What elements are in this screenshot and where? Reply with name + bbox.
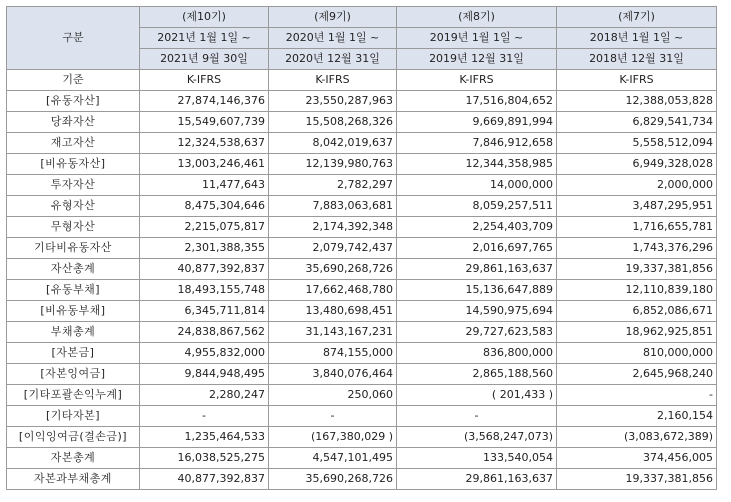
table-row [7, 448, 717, 469]
row-value: 1,743,376,296 [557, 238, 717, 259]
row-value: 6,949,328,028 [557, 154, 717, 175]
table-row [7, 427, 717, 448]
row-value: 15,549,607,739 [140, 112, 269, 133]
row-value: 6,852,086,671 [557, 301, 717, 322]
row-value: 9,669,891,994 [397, 112, 557, 133]
row-label: 투자자산 [7, 175, 140, 196]
row-value: 15,508,268,326 [269, 112, 397, 133]
row-value: 12,110,839,180 [557, 280, 717, 301]
row-value: ( 201,433 ) [397, 385, 557, 406]
basis-value: K-IFRS [397, 70, 557, 91]
row-value: 7,846,912,658 [397, 133, 557, 154]
row-value: 35,690,268,726 [269, 469, 397, 490]
table-row [7, 343, 717, 364]
row-value: 2,254,403,709 [397, 217, 557, 238]
row-value: 6,345,711,814 [140, 301, 269, 322]
row-value: 836,800,000 [397, 343, 557, 364]
row-value: 40,877,392,837 [140, 469, 269, 490]
row-value: (3,083,672,389) [557, 427, 717, 448]
row-value: 12,388,053,828 [557, 91, 717, 112]
row-label: [이익잉여금(결손금)] [7, 427, 140, 448]
row-value: 15,136,647,889 [397, 280, 557, 301]
row-label: [자본잉여금] [7, 364, 140, 385]
row-value: 8,059,257,511 [397, 196, 557, 217]
row-value: 29,861,163,637 [397, 259, 557, 280]
row-value: 1,235,464,533 [140, 427, 269, 448]
row-value: 12,344,358,985 [397, 154, 557, 175]
table-row [7, 238, 717, 259]
row-value: 874,155,000 [269, 343, 397, 364]
row-value: 3,487,295,951 [557, 196, 717, 217]
row-value: 4,955,832,000 [140, 343, 269, 364]
basis-value: K-IFRS [269, 70, 397, 91]
row-label: [유동부채] [7, 280, 140, 301]
row-value: 5,558,512,094 [557, 133, 717, 154]
row-value: 2,174,392,348 [269, 217, 397, 238]
row-value: 13,480,698,451 [269, 301, 397, 322]
row-value: 2,215,075,817 [140, 217, 269, 238]
row-value: 7,883,063,681 [269, 196, 397, 217]
row-value: 2,280,247 [140, 385, 269, 406]
financial-summary-table [6, 6, 717, 490]
row-value: 14,590,975,694 [397, 301, 557, 322]
table-row [7, 301, 717, 322]
row-value: 19,337,381,856 [557, 259, 717, 280]
row-label: 기타비유동자산 [7, 238, 140, 259]
row-label: 재고자산 [7, 133, 140, 154]
basis-value: K-IFRS [557, 70, 717, 91]
row-value: 2,160,154 [557, 406, 717, 427]
table-row [7, 196, 717, 217]
row-value: 1,716,655,781 [557, 217, 717, 238]
row-value: 29,861,163,637 [397, 469, 557, 490]
period-name: (제7기) [557, 7, 717, 28]
period-name: (제10기) [140, 7, 269, 28]
row-value: - [397, 406, 557, 427]
row-value: 17,516,804,652 [397, 91, 557, 112]
row-label: 자본과부채총계 [7, 469, 140, 490]
table-row [7, 112, 717, 133]
period-start: 2018년 1월 1일 ~ [557, 28, 717, 49]
row-value: 19,337,381,856 [557, 469, 717, 490]
row-value: 27,874,146,376 [140, 91, 269, 112]
table-row [7, 280, 717, 301]
row-value: 2,645,968,240 [557, 364, 717, 385]
row-value: 6,829,541,734 [557, 112, 717, 133]
row-label: 부채총계 [7, 322, 140, 343]
table-row [7, 364, 717, 385]
row-value: 2,000,000 [557, 175, 717, 196]
row-value: 8,042,019,637 [269, 133, 397, 154]
table-row [7, 154, 717, 175]
basis-row [7, 70, 717, 91]
row-value: 40,877,392,837 [140, 259, 269, 280]
row-value: 18,962,925,851 [557, 322, 717, 343]
period-end: 2020년 12월 31일 [269, 49, 397, 70]
table-row [7, 259, 717, 280]
basis-label: 기준 [7, 70, 140, 91]
row-value: 14,000,000 [397, 175, 557, 196]
row-label: [자본금] [7, 343, 140, 364]
row-value: 2,079,742,437 [269, 238, 397, 259]
table-row [7, 385, 717, 406]
row-value: 24,838,867,562 [140, 322, 269, 343]
period-name: (제8기) [397, 7, 557, 28]
row-value: 374,456,005 [557, 448, 717, 469]
period-start: 2020년 1월 1일 ~ [269, 28, 397, 49]
row-label: 자본총계 [7, 448, 140, 469]
period-end: 2021년 9월 30일 [140, 49, 269, 70]
table-row [7, 469, 717, 490]
table-row [7, 322, 717, 343]
row-label: 유형자산 [7, 196, 140, 217]
table-row [7, 91, 717, 112]
row-value: 23,550,287,963 [269, 91, 397, 112]
header-row-period [7, 7, 717, 28]
period-name: (제9기) [269, 7, 397, 28]
period-end: 2018년 12월 31일 [557, 49, 717, 70]
row-label: 무형자산 [7, 217, 140, 238]
row-value: - [269, 406, 397, 427]
period-start: 2021년 1월 1일 ~ [140, 28, 269, 49]
row-value: 13,003,246,461 [140, 154, 269, 175]
row-value: 18,493,155,748 [140, 280, 269, 301]
row-label: 당좌자산 [7, 112, 140, 133]
corner-label: 구분 [7, 7, 140, 70]
row-value: 16,038,525,275 [140, 448, 269, 469]
row-value: 2,865,188,560 [397, 364, 557, 385]
table-row [7, 217, 717, 238]
row-value: - [557, 385, 717, 406]
row-value: 3,840,076,464 [269, 364, 397, 385]
row-value: - [140, 406, 269, 427]
row-label: [기타자본] [7, 406, 140, 427]
table-row [7, 133, 717, 154]
table-row [7, 406, 717, 427]
period-end: 2019년 12월 31일 [397, 49, 557, 70]
row-label: [비유동자산] [7, 154, 140, 175]
row-value: 12,139,980,763 [269, 154, 397, 175]
row-value: 11,477,643 [140, 175, 269, 196]
row-value: 17,662,468,780 [269, 280, 397, 301]
row-label: 자산총계 [7, 259, 140, 280]
row-value: 31,143,167,231 [269, 322, 397, 343]
row-label: [비유동부채] [7, 301, 140, 322]
row-value: 250,060 [269, 385, 397, 406]
row-value: 2,016,697,765 [397, 238, 557, 259]
table-row [7, 175, 717, 196]
row-label: [기타포괄손익누계] [7, 385, 140, 406]
row-value: 12,324,538,637 [140, 133, 269, 154]
row-value: 8,475,304,646 [140, 196, 269, 217]
basis-value: K-IFRS [140, 70, 269, 91]
row-value: 810,000,000 [557, 343, 717, 364]
row-value: 133,540,054 [397, 448, 557, 469]
row-value: 2,782,297 [269, 175, 397, 196]
row-value: (3,568,247,073) [397, 427, 557, 448]
row-value: 2,301,388,355 [140, 238, 269, 259]
row-label: [유동자산] [7, 91, 140, 112]
row-value: 9,844,948,495 [140, 364, 269, 385]
row-value: 35,690,268,726 [269, 259, 397, 280]
period-start: 2019년 1월 1일 ~ [397, 28, 557, 49]
row-value: (167,380,029 ) [269, 427, 397, 448]
row-value: 29,727,623,583 [397, 322, 557, 343]
row-value: 4,547,101,495 [269, 448, 397, 469]
